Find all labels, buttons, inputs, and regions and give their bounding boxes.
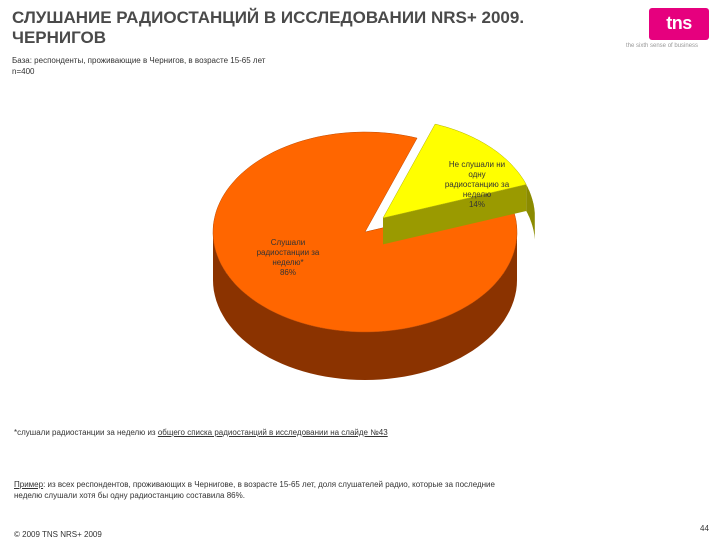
slice-side-not-listened [526, 185, 535, 240]
footnote-link[interactable]: общего списка радиостанций в исследовании на слайде №43 [157, 428, 388, 437]
footnote [14, 428, 388, 437]
slice-label-line: одну [468, 170, 486, 179]
slice-label-line: Не слушали ни [448, 160, 506, 169]
example-note [14, 479, 634, 501]
example-text-2: неделю слушали хотя бы одну радиостанцию составила 86%. [14, 491, 245, 500]
title-line-1: СЛУШАНИЕ РАДИОСТАНЦИЙ В ИССЛЕДОВАНИИ NRS+ 2009. [12, 8, 525, 27]
slice-label-listened [248, 238, 328, 278]
page-number: 44 [700, 524, 709, 533]
example-label: Пример [14, 480, 44, 489]
slice-label-line: неделю [462, 190, 492, 199]
footnote-text: *слушали радиостанции за неделю из [14, 428, 158, 437]
slice-label-line: радиостанцию за [444, 180, 510, 189]
title-line-2: ЧЕРНИГОВ [12, 28, 107, 47]
copyright: © 2009 TNS NRS+ 2009 [14, 530, 102, 539]
logo-text: tns [666, 13, 692, 33]
slice-label-line: радиостанции за [256, 248, 320, 257]
slice-label-line: Слушали [270, 238, 306, 247]
base-line-1: База: респонденты, проживающие в Чернигов, в возрасте 15-65 лет [12, 56, 266, 65]
slice-label-not-listened [436, 160, 518, 210]
logo-tagline: the sixth sense of business [626, 43, 699, 49]
base-line-2: n=400 [12, 67, 35, 76]
slice-label-line: неделю* [272, 258, 304, 267]
slice-label-line: 86% [279, 268, 296, 277]
example-text-1: : из всех респондентов, проживающих в Чернигове, в возрасте 15-65 лет, доля слушателей радио, которые за последние [43, 480, 495, 489]
slice-label-line: 14% [468, 200, 485, 209]
